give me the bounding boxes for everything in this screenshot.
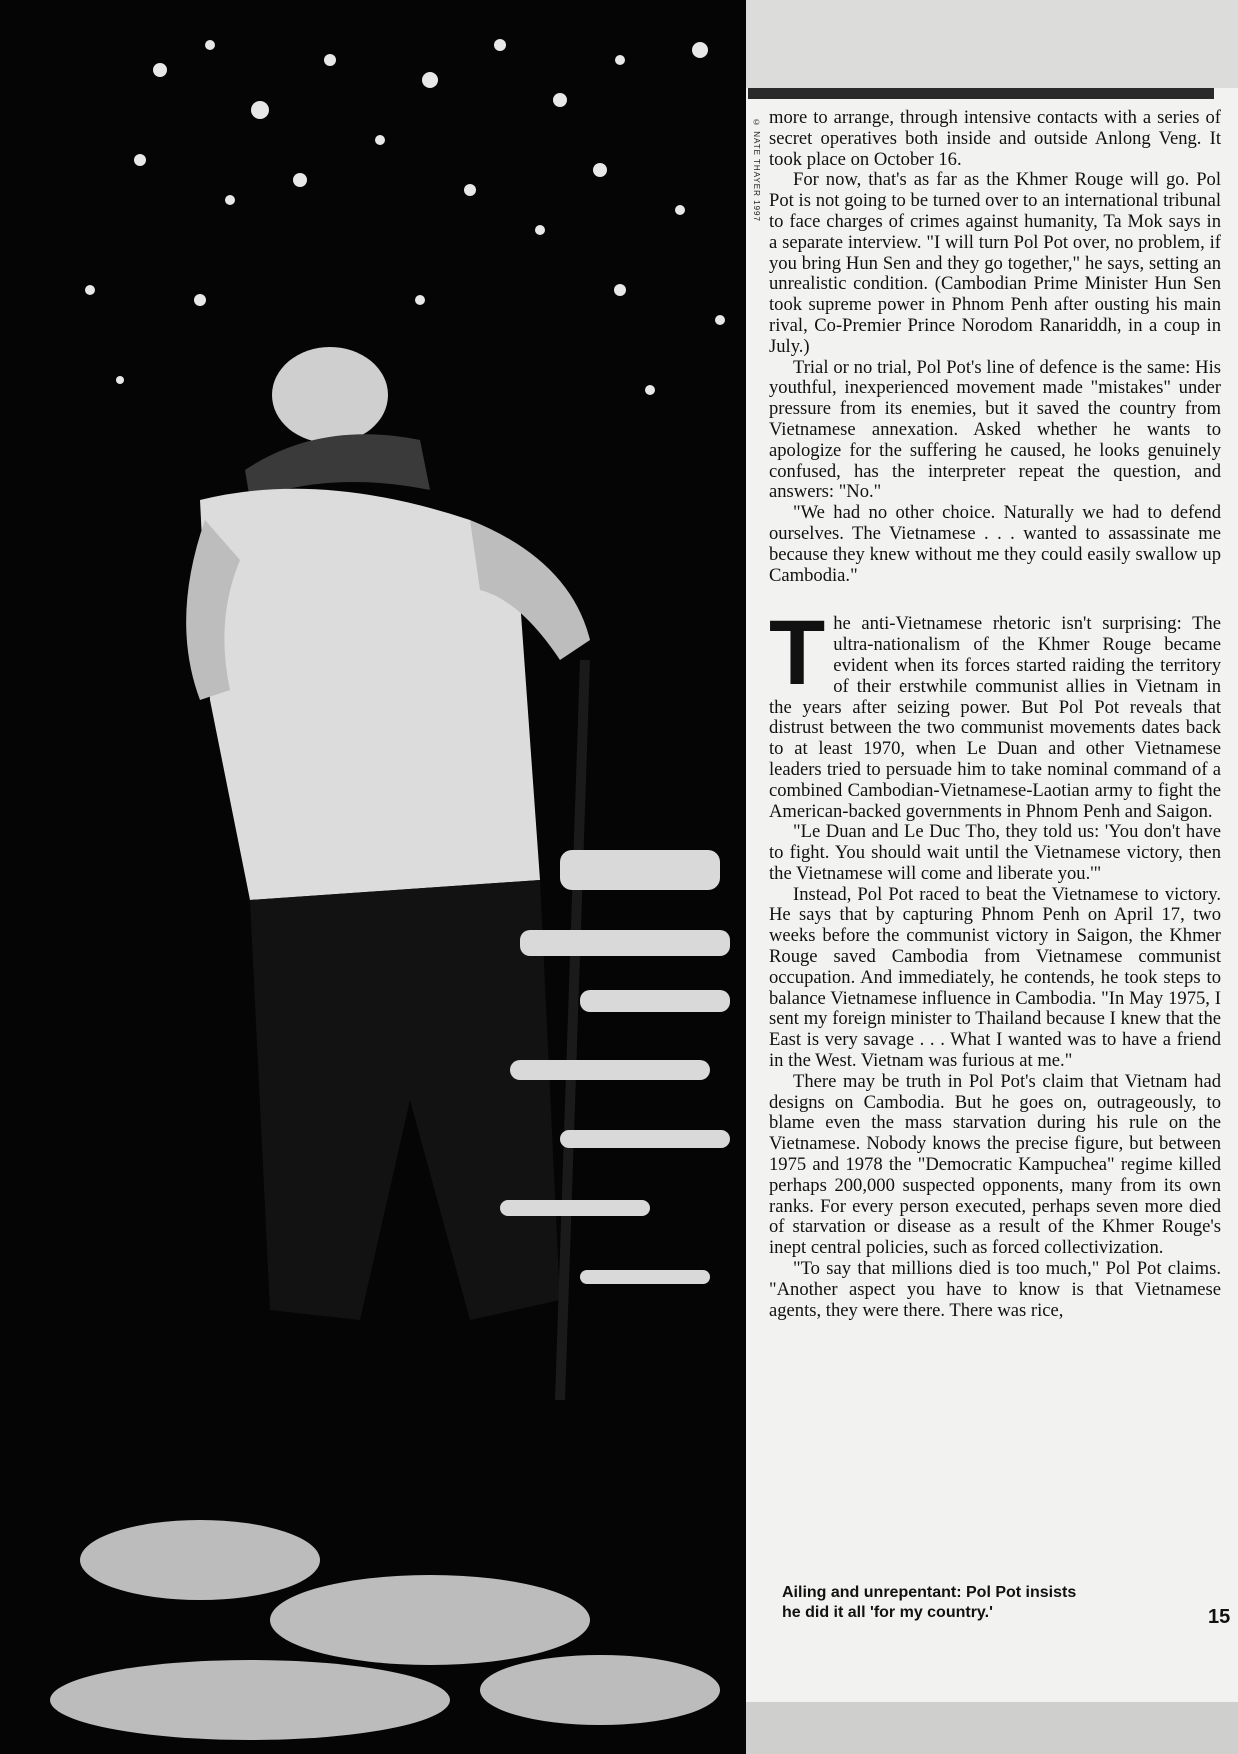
- page-number: 15: [1208, 1606, 1231, 1628]
- article-paragraph: more to arrange, through intensive contacts with a series of secret operatives both inside and outside Anlong Veng. It took place on October 16.: [769, 107, 1221, 170]
- top-band: [746, 0, 1238, 88]
- article-paragraph: Trial or no trial, Pol Pot's line of defence is the same: His youthful, inexperienced movement made "mistakes" under pressure from its enemies, but it saved the country from Vietnamese annexation. Asked whether he wants to apologize for the suffering he caused, he looks genuinely confused, has the interpreter repeat the question, and answers: "No.": [769, 356, 1221, 503]
- caption-line-1: Ailing and unrepentant: Pol Pot insists: [782, 1584, 1077, 1601]
- caption-line-2: he did it all 'for my country.': [782, 1604, 993, 1621]
- article-paragraph: "To say that millions died is too much," Pol Pot claims. "Another aspect you have to know is that Vietnamese agents, they were there. There was rice,: [769, 1258, 1221, 1321]
- bottom-band: [746, 1702, 1238, 1754]
- photo-caption: [782, 1583, 1142, 1623]
- article-paragraph: "Le Duan and Le Duc Tho, they told us: 'You don't have to fight. You should wait until the Vietnamese victory, then the Vietnamese will come and liberate you.'": [769, 821, 1221, 884]
- header-rule: [748, 88, 1214, 99]
- article-paragraph: There may be truth in Pol Pot's claim that Vietnam had designs on Cambodia. But he goes on, outrageously, to blame even the mass starvation during his rule on the Vietnamese. Nobody knows the precise figure, but between 1975 and 1978 the "Democratic Kampuchea" regime killed perhaps 200,000 suspected opponents, many from its own ranks. For every person executed, perhaps seven more died of starvation or disease as a result of the Khmer Rouge's inept central policies, such as forced collectivization.: [769, 1070, 1221, 1259]
- article-paragraph: Instead, Pol Pot raced to beat the Vietnamese to victory. He says that by capturing Phnom Penh on April 17, two weeks before the communist victory in Saigon, the Khmer Rouge saved Cambodia from Vietnamese communist occupation. And immediately, he contends, he took steps to balance Vietnamese influence in Cambodia. "In May 1975, I sent my foreign minister to Thailand because I knew that the East is very savage . . . What I wanted was to have a friend in the West. Vietnam was furious at me.": [769, 883, 1221, 1072]
- photo-credit: © NATE THAYER 1997: [752, 118, 761, 222]
- article-paragraph: For now, that's as far as the Khmer Rouge will go. Pol Pot is not going to be turned over to an international tribunal to face charges of crimes against humanity, Ta Mok says in a separate interview. "I will turn Pol Pot over, no problem, if you bring Hun Sen and they go together," he says, setting an unrealistic condition. (Cambodian Prime Minister Hun Sen took supreme power in Phnom Penh after ousting his main rival, Co-Premier Prince Norodom Ranariddh, in a coup in July.): [769, 169, 1221, 357]
- section-first-paragraph: [769, 602, 1221, 822]
- drop-cap: T: [769, 602, 826, 705]
- article-paragraph: "We had no other choice. Naturally we had to defend ourselves. The Vietnamese . . . wanted to assassinate me because they knew without me they could easily swallow up Cambodia.": [769, 502, 1221, 586]
- article-column: [769, 108, 1221, 1321]
- section-first-text: he anti-Vietnamese rhetoric isn't surprising: The ultra-nationalism of the Khmer Rouge became evident when its forces started raiding the territory of their erstwhile communist allies in Vietnam in the years after seizing power. But Pol Pot reveals that distrust between the two communist movements dates back to at least 1970, when Le Duan and other Vietnamese leaders tried to persuade him to take nominal command of a combined Cambodian-Vietnamese-Laotian army to fight the American-backed governments in Phnom Penh and Saigon.: [769, 613, 1221, 822]
